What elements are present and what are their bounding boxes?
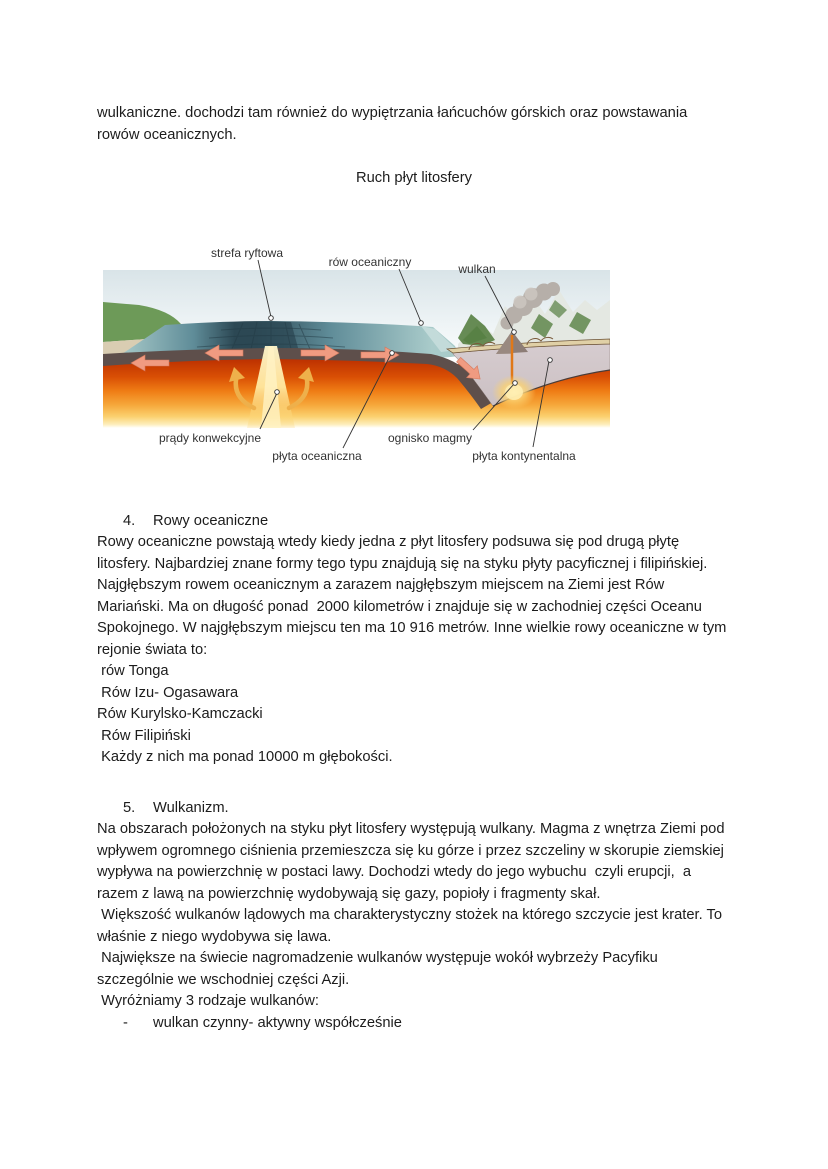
magma-chamber-core (505, 384, 523, 400)
trench-list-item: Rów Filipiński (97, 727, 191, 744)
trench-list-item: Rów Izu- Ogasawara (97, 684, 239, 701)
trench-depth-note: Każdy z nich ma ponad 10000 m głębokości. (97, 749, 393, 765)
section-5-heading (97, 798, 731, 820)
bullet-marker: - (123, 1014, 128, 1031)
document-content (97, 103, 731, 1034)
section-5-paragraph: Większość wulkanów lądowych ma charakterystyczny stożek na którego szczycie jest krater. To właśnie z niego wydobywa się lawa. (97, 907, 727, 945)
label-volcano: wulkan (458, 261, 496, 276)
label-ocean-trench: rów oceaniczny (328, 254, 412, 269)
section-5-paragraph: Największe na świecie nagromadzenie wulkanów występuje wokół wybrzeży Pacyfiku szczególnie we wschodniej części Azji. (97, 950, 662, 988)
label-oceanic-plate: płyta oceaniczna (272, 448, 362, 463)
section-4-heading (97, 511, 731, 533)
section-5-number: 5. (123, 799, 136, 816)
trench-list-item: Rów Kurylsko-Kamczacki (97, 706, 263, 722)
label-continental-plate: płyta kontynentalna (472, 448, 576, 463)
tectonics-diagram (103, 242, 610, 467)
section-5-title: Wulkanizm. (153, 799, 229, 816)
label-rift-zone: strefa ryftowa (210, 245, 284, 260)
tectonics-figure (103, 242, 610, 467)
volcano-type-bullet (97, 1013, 731, 1035)
section-5-paragraph: Na obszarach położonych na styku płyt litosfery występują wulkany. Magma z wnętrza Ziemi pod wpływem ogromnego ciśnienia przemieszcza się ku górze i przez szczeliny w skorupie ziemskiej wypływa na powierzchnię w postaci lawy. Dochodzi wtedy do jego wybuchu czyli erupcji, a razem z lawą na powierzchnię wydobywają się gazy, popioły i fragmenty skał. (97, 821, 729, 902)
section-4-body: Rowy oceaniczne powstają wtedy kiedy jedna z płyt litosfery podsuwa się pod drugą płytę litosfery. Najbardziej znane formy tego typu znajdują się na styku płyty pacyficznej i filipińskiej. Najgłębszym rowem oceanicznym a zarazem najgłębszym miejscem na Ziemi jest Rów Mariański. Ma on długość ponad 2000 kilometrów i znajduje się w zachodniej części Oceanu Spokojnego. W najgłębszym miejscu ten ma 10 916 metrów. Inne wielkie rowy oceaniczne w tym rejonie świata to: (97, 534, 731, 658)
intro-paragraph: wulkaniczne. dochodzi tam również do wypiętrzania łańcuchów górskich oraz powstawania rowów oceanicznych. (97, 105, 692, 143)
page-title: Ruch płyt litosfery (356, 170, 472, 186)
section-4-number: 4. (123, 512, 136, 529)
trench-list-item: rów Tonga (97, 663, 169, 679)
label-magma-chamber: ognisko magmy (387, 430, 473, 445)
label-convection-currents: prądy konwekcyjne (158, 430, 262, 445)
section-5-paragraph: Wyróżniamy 3 rodzaje wulkanów: (97, 993, 319, 1009)
bullet-text: wulkan czynny- aktywny współcześnie (153, 1014, 402, 1031)
section-4-title: Rowy oceaniczne (153, 512, 269, 529)
